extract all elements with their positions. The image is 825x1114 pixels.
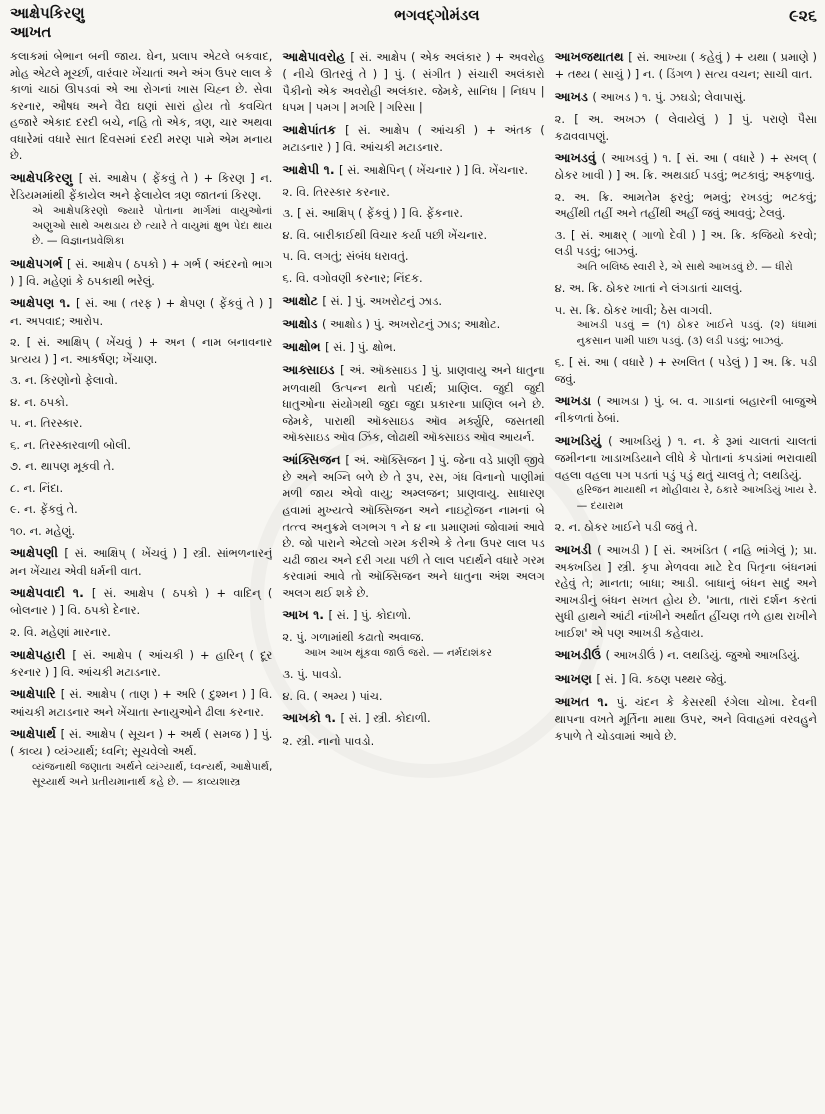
dictionary-entry (282, 315, 544, 333)
entry-citation: હરિજન માયાથી ન મોહીવાય રે, ઠકારે આખડિયું ખાય રે. — દયારામ (576, 484, 817, 512)
entry-citation: એ આક્ષેપકિરણો જ્યારે પોતાના માર્ગમાં વાયુઓનાં અણુઓ સાથે અથડાય છે ત્યારે તે વાયુમાં ક્ષુભ પેદા થાય છે. — વિજ્ઞાનપ્રવેશિકા (32, 204, 273, 248)
entry-headword: આક્ષેપારિ (10, 686, 61, 702)
dictionary-entry (282, 709, 544, 727)
dictionary-entry (282, 629, 544, 661)
entry-definition: [ સં. આક્ષેપ ( તાણ ) + અરિ ( દુશ્મન ) ] વિ. આંચકી મટાડનાર અને ખેંચાતા સ્નાયુઓને ઢીલા કરનાર. (10, 687, 273, 719)
column-2 (282, 48, 544, 1110)
entry-definition: ( આક્ષોડ ) પું. અખરોટનું ઝાડ; આક્ષોટ. (321, 316, 501, 331)
dictionary-entry (10, 255, 272, 290)
dictionary-entry (10, 372, 272, 389)
entry-headword: આખડા (554, 393, 597, 409)
entry-definition: [ સં. આક્ષેપ ( એક અલંકાર ) + અવરોહ ( નીચે ઊતરવું તે ) ] પું. ( સંગીત ) સંચારી અલંકારો પૈકીનો એક અવરોહી અલંકાર. જેમકે, સાનિધ | નિધપ | ધપમ | પમગ | મગરિ | ગરિસા | (282, 50, 545, 115)
entry-citation: વ્યંજનાથી જણાતા અર્થને વ્યંગ્યાર્થ, ધ્વન્યર્થ, આક્ષેપાર્થ, સૂચ્યાર્થ અને પ્રતીયમાનાર્થ કહે છે. — કાવ્યશાસ્ત્ર (32, 760, 273, 789)
entry-definition: ૪. ન. ઠપકો. (10, 394, 69, 409)
entry-definition: ૩. ન. કિરણોનો ફેલાવો. (10, 373, 118, 388)
column-3 (555, 48, 817, 1110)
dictionary-entry (10, 458, 272, 475)
dictionary-entry (555, 392, 817, 427)
entry-definition: ૪. અ. ક્રિ. ઠોકર ખાતાં ને લંગડાતાં ચાલવું. (554, 281, 743, 296)
dictionary-entry (555, 670, 817, 688)
entry-definition: ( આખડીઉં ) ન. લથડિયું. જુઓ આખડિયું. (605, 648, 801, 663)
entry-definition: ૩. [ સં. આક્ષિપ્ ( ફેંકવું ) ] વિ. ફેંકનાર. (282, 206, 463, 221)
dictionary-entry (282, 361, 544, 445)
entry-headword: આક્ષેપાર્થ (10, 726, 61, 742)
entry-definition: [ અં. ઑક્સિજન ] પું. જેના વડે પ્રાણી જીવે છે અને અગ્નિ બળે છે તે રૂપ, રસ, ગંધ વિનાનો પાણીમાં મળી જાય એવો વાયુ; અમ્લજન; પ્રાણવાયુ. સાધારણ હવામાં મુખ્યત્વે ઑક્સિજન અને નાઇટ્રોજન નામનાં બે તત્ત્વ અનુક્રમે લગભગ ૧ ને ૪ ના પ્રમાણમાં જોવામાં આવે છે. જો પારાને એટલો ગરમ કરીએ કે તેના ઉપર લાલ પડ ચઢી જાય અને દરી ગયા પછી તે લાલ પદાર્થને વધારે ગરમ કરવામાં આવે તો ઑક્સિજન અને ધાતુના અંશ અલગ અલગ થઈ શકે છે. (282, 452, 545, 600)
entry-definition: [ સં. ] વિ. કઠણ પથ્થર જેવું. (596, 671, 727, 686)
dictionary-entry (282, 227, 544, 244)
entry-citation: આખડી પડવું = (૧) ઠોકર ખાઈને પડવું. (૨) ધંધામાં નુકસાન પામી પાછા પડવું. (૩) લડી પડવું; બાઝવું. (576, 319, 817, 347)
entry-definition: ૨. અ. ક્રિ. આમતેમ ફરવું; ભમવું; રખડવું; ભટકવું; અહીંથી તહીં અને તહીંથી અહીં જવું આવવું; ટેલવું. (554, 189, 817, 221)
entry-definition: ૫. વિ. લગતું; સંબંધ ધરાવતું. (282, 249, 409, 264)
dictionary-entry (282, 338, 544, 356)
entry-headword: આખકો ૧. (282, 710, 341, 726)
entry-definition: ૬. [ સં. આ ( વધારે ) + સ્ખલિત ( પડેલું ) ] અ. ક્રિ. પડી જવું. (554, 355, 817, 386)
first-guide-word: આક્ષેપકિરણુ (10, 4, 85, 22)
dictionary-entry (555, 189, 817, 222)
entry-headword: આખત ૧. (554, 693, 617, 709)
entry-definition: [ સં. ] પું. ક્ષોભ. (325, 340, 397, 355)
dictionary-entry (282, 606, 544, 624)
dictionary-entry (555, 149, 817, 184)
entry-headword: આખડીઉં (554, 647, 606, 663)
entry-headword: આક્ષેપવાદી ૧. (10, 585, 92, 601)
entry-definition: [ અં. ઑક્સાઇડ ] પું. પ્રાણવાયુ અને ધાતુના મળવાથી ઉત્પન્ન થતો પદાર્થ; પ્રાણિલ. જુદી જુદી ધાતુઓના સંયોગથી જુદા જુદા પ્રકારના પ્રાણિલ બને છે. જેમકે, પારાથી ઑક્સાઇડ ઑવ મર્ક્યુરિ, જસતથી ઑક્સાઇડ ઑવ ઝિંક, લોઢાથી ઑક્સાઇડ ઑવ આયર્ન. (282, 363, 545, 445)
entry-definition: [ સં. આક્ષેપ ( ઠપકો ) + વાદિન્ ( બોલનાર ) ] વિ. ઠપકો દેનાર. (10, 586, 273, 618)
dictionary-entry (10, 544, 272, 579)
entry-definition: [ સં. આખ્યા ( કહેવું ) + યથા ( પ્રમાણે ) + તથ્ય ( સાચું ) ] ન. ( ડિંગળ ) સત્ય વચન; સાચી વાત. (554, 50, 817, 82)
entry-definition: [ સં. આક્ષેપ ( આંચકી ) + અંતક ( મટાડનાર ) ] વિ. આંચકી મટાડનાર. (282, 122, 545, 155)
entry-definition: [ સં. આક્ષેપ ( સૂચન ) + અર્થ ( સમજ ) ] પું. ( કાવ્ય ) વ્યંગ્યાર્થ; ધ્વનિ; સૂચવેલો અર્થ. (10, 727, 273, 759)
entry-definition: ૩. [ સં. આક્ષર્ ( ગાળો દેવી ) ] અ. ક્રિ. કજિયો કરવો; લડી પડવું; બાઝવું. (554, 227, 817, 259)
dictionary-entry (10, 646, 272, 681)
entry-definition: [ સં. ] સ્ત્રી. કોદાળી. (340, 711, 431, 726)
running-title: ભગવદ્ગોમંડલ (394, 6, 480, 24)
entry-definition: ૩. પું. પાવડો. (282, 667, 342, 682)
text-columns (10, 48, 817, 1110)
entry-headword: આખ ૧. (282, 607, 329, 623)
dictionary-entry (10, 334, 272, 367)
entry-headword: આક્ષેપગર્ભ (10, 255, 68, 271)
column-1 (10, 48, 272, 1110)
entry-headword: આંક્સિજન (282, 451, 346, 467)
entry-definition: ૪. વિ. ( અમ્ય ) પાંચ. (282, 688, 383, 703)
entry-definition: પું. ચંદન કે કેસરથી રંગેલા ચોખા. દેવની થાપના વખતે મૂર્તિના માથા ઉપર, અને વિવાહમાં વરવહુને કપાળે તે ચોડવામાં આવે છે. (554, 694, 817, 743)
entry-definition: [ સં. ] પું. કોદાળો. (328, 608, 412, 623)
dictionary-entry (282, 161, 544, 179)
entry-headword: આક્ષોભ (282, 339, 326, 355)
entry-headword: આખડી (554, 541, 598, 557)
dictionary-entry (10, 584, 272, 619)
entry-definition: ૬. ન. તિરસ્કારવાળી બોલી. (10, 437, 131, 452)
dictionary-entry (555, 354, 817, 387)
entry-headword: આક્ષેપાવરોહ (282, 49, 351, 64)
entry-definition: ૨. વિ. મહેણાં મારનાર. (10, 625, 111, 640)
dictionary-entry (282, 184, 544, 201)
dictionary-entry (555, 227, 817, 275)
dictionary-entry (10, 725, 272, 791)
dictionary-entry (10, 394, 272, 411)
entry-definition: કલાકમાં બેભાન બની જાય. ઘેન, પ્રલાપ એટલે બકવાદ, મોહ એટલે મૂર્ચ્છા, વારંવાર ખેંચાતાં અને અંગ ઉપર લાલ કે કાળાં ચાઠાં ઊપડવાં એ આ રોગનાં ખાસ ચિહ્ન છે. સેવા કરનાર, ઔષધ અને વૈદ્ય ઘણાં સારાં હોય તો કવચિત હજારે એકાદ દરદી બચે, નહિ તો એક, ત્રણ, ચાર અથવા વધારેમાં વધારે સાત દિવસમાં દરદી મરણ પામે એમ મનાય છે. (10, 49, 273, 163)
entry-headword: આખડ (554, 88, 593, 104)
entry-definition: [ સં. આક્ષિપ્ ( ખેંચવું ) ] સ્ત્રી. સાંભળનારનું મન ખેંચાય એવી ધર્મની વાત. (10, 546, 273, 578)
dictionary-entry (555, 693, 817, 744)
dictionary-entry (282, 248, 544, 265)
dictionary-entry (555, 432, 817, 514)
dictionary-entry (282, 121, 544, 156)
entry-definition: ૨. વિ. તિરસ્કાર કરનાર. (282, 184, 390, 199)
dictionary-entry (10, 685, 272, 720)
entry-definition: ( આખડિયું ) ૧. ન. કે રૂમાં ચાલતાં ચાલતાં જમીનના ખાડાખડિયાને લીધે કે પોતાનાં કપડાંમાં ભરાવાથી વહલા વહલા પગ પડતાં પડું પડું થતું ચાલવું તે; લથડિયું. (554, 433, 817, 482)
entry-definition: [ સં. આક્ષેપિન્ ( ખેંચનાર ) ] વિ. ખેંચનાર. (339, 162, 528, 177)
entry-definition: ( આખડા ) પું. બ. વ. ગાડાનાં બહારની બાજુએ નીકળતાં ઠેબાં. (554, 394, 817, 426)
entry-definition: [ સં. આક્ષેપ ( ઠપકો ) + ગર્ભ ( અંદરનો ભાગ ) ] વિ. મહેણાં કે ઠપકાથી ભરેલું. (10, 256, 273, 288)
entry-headword: આક્ષેપકિરણુ (10, 169, 79, 185)
dictionary-entry (282, 688, 544, 705)
entry-headword: આખણ (554, 670, 597, 686)
dictionary-entry (282, 292, 544, 310)
entry-definition: ૨. [ સં. આક્ષિપ્ ( ખેંચવું ) + અન ( નામ બનાવનાર પ્રત્યય ) ] ન. આકર્ષણ; ખેંચાણ. (10, 335, 273, 366)
entry-definition: ૨. ન. ઠોકર ખાઈને પડી જવું તે. (554, 520, 698, 535)
dictionary-entry (555, 302, 817, 349)
entry-definition: ( આખડવું ) ૧. [ સં. આ ( વધારે ) + સ્ખલ્ ( ઠોકર ખાવી ) ] અ. ક્રિ. અથડાઈ પડવું; ભટકાવું; અફળાવું. (554, 151, 817, 183)
dictionary-entry (282, 270, 544, 287)
page-number: ૯૨૬ (789, 6, 817, 25)
entry-definition: ( આખડી ) [ સં. અખંડિત ( નહિ ભાંગેલું ); પ્રા. અક્ખડિય ] સ્ત્રી. કૃપા મેળવવા માટે દેવ પિતૃના બંધનમાં રહેવું તે; માનતા; બાધા; આડી. બાધાનું બંધન સાદું અને આખડીનું બંધન સખત હોય છે. 'માતા, તારાં દર્શન કરતાં સુધી હાથને આંટી નાંખીને અર્થાત હીંચણ તળે હાથ રાખીને ખાઈશ' એ પણ આખડી કહેવાય. (554, 542, 817, 640)
dictionary-entry (10, 523, 272, 540)
entry-definition: ૧૦. ન. મહેણું. (10, 523, 76, 538)
entry-definition: [ સં. આક્ષેપ ( આંચકી ) + હારિન્ ( દૂર કરનાર ) ] વિ. આંચકી મટાડનાર. (10, 647, 273, 679)
entry-headword: આક્ષેપણી (10, 545, 65, 561)
dictionary-entry (10, 437, 272, 454)
entry-definition: ૫. સ. ક્રિ. ઠોકર ખાવી; ઠેસ વાગવી. (554, 302, 713, 317)
entry-definition: ૨. સ્ત્રી. નાનો પાવડો. (282, 733, 375, 748)
dictionary-entry (10, 294, 272, 329)
entry-definition: ૨. પું. ગળામાંથી કઢાતો અવાજ. (282, 630, 425, 645)
dictionary-entry (282, 205, 544, 222)
dictionary-entry (10, 624, 272, 641)
dictionary-entry (10, 501, 272, 518)
entry-definition: [ સં. આક્ષેપ ( ફેંકવું તે ) + કિરણ ] ન. રેડિયમમાંથી ફેંકાયેલ અને ફેલાયેલ ત્રણ જાતનાં કિરણ. (10, 170, 273, 202)
dictionary-entry (10, 415, 272, 432)
entry-definition: ૮. ન. નિંદા. (10, 480, 64, 495)
entry-headword: આક્ષોટ (282, 292, 323, 308)
entry-headword: આક્ષેપણ ૧. (10, 295, 76, 311)
entry-definition: ૫. ન. તિરસ્કાર. (10, 416, 83, 431)
dictionary-entry (555, 88, 817, 106)
entry-headword: આક્ષેપહારી (10, 646, 73, 662)
entry-definition: ( આખડ ) ૧. પું. ઝઘડો; લેવાપાસું. (592, 89, 747, 104)
entry-definition: ૯. ન. ફેંકવું તે. (10, 502, 78, 517)
dictionary-entry (282, 451, 544, 602)
last-guide-word: આખત (10, 23, 52, 41)
entry-citation: અતિ બલિષ્ઠ સ્વારી રે, એ સાથે આખડવું છે. — ધીરો (576, 261, 793, 273)
entry-definition: ૨. [ અ. અખઝ ( લેવાયેલું ) ] પું. પરાણે પૈસા કઢાવવાપણું. (554, 112, 817, 143)
entry-citation: આખ આખ થૂંકવા જાઉં જરો. — નર્મદાશંકર (304, 646, 492, 659)
header-guide-words (10, 4, 85, 42)
entry-definition: [ સં. ] પું. અખરોટનું ઝાડ. (322, 293, 442, 308)
dictionary-entry (555, 541, 817, 642)
dictionary-entry (555, 519, 817, 536)
dictionary-entry (555, 646, 817, 664)
entry-headword: આખજથાતથ (554, 49, 629, 64)
dictionary-entry (282, 666, 544, 683)
entry-headword: આક્સાઇડ (282, 362, 341, 378)
dictionary-entry (555, 48, 817, 83)
entry-headword: આક્ષેપાંતક (282, 121, 346, 137)
entry-definition: ૭. ન. થાપણ મૂકવી તે. (10, 459, 115, 474)
entry-headword: આક્ષેપી ૧. (282, 161, 339, 177)
entry-definition: [ સં. આ ( તરફ ) + ક્ષેપણ ( ફેંકવું તે ) ] ન. અપવાદ; આરોપ. (10, 296, 273, 328)
dictionary-entry (282, 733, 544, 750)
entry-headword: આખડવું (554, 150, 602, 166)
entry-headword: આક્ષોડ (282, 315, 322, 331)
page-header (10, 4, 817, 48)
entry-definition: ૬. વિ. વગોવણી કરનાર; નિંદક. (282, 271, 423, 285)
dictionary-entry (555, 111, 817, 144)
dictionary-entry (10, 48, 272, 164)
dictionary-entry (555, 280, 817, 297)
dictionary-entry (10, 480, 272, 497)
dictionary-entry (282, 48, 544, 116)
entry-definition: ૪. વિ. બારીકાઈથી વિચાર કર્યા પછી ખેંચનાર. (282, 227, 488, 242)
entry-headword: આખડિયું (554, 432, 609, 448)
dictionary-entry (10, 169, 272, 250)
